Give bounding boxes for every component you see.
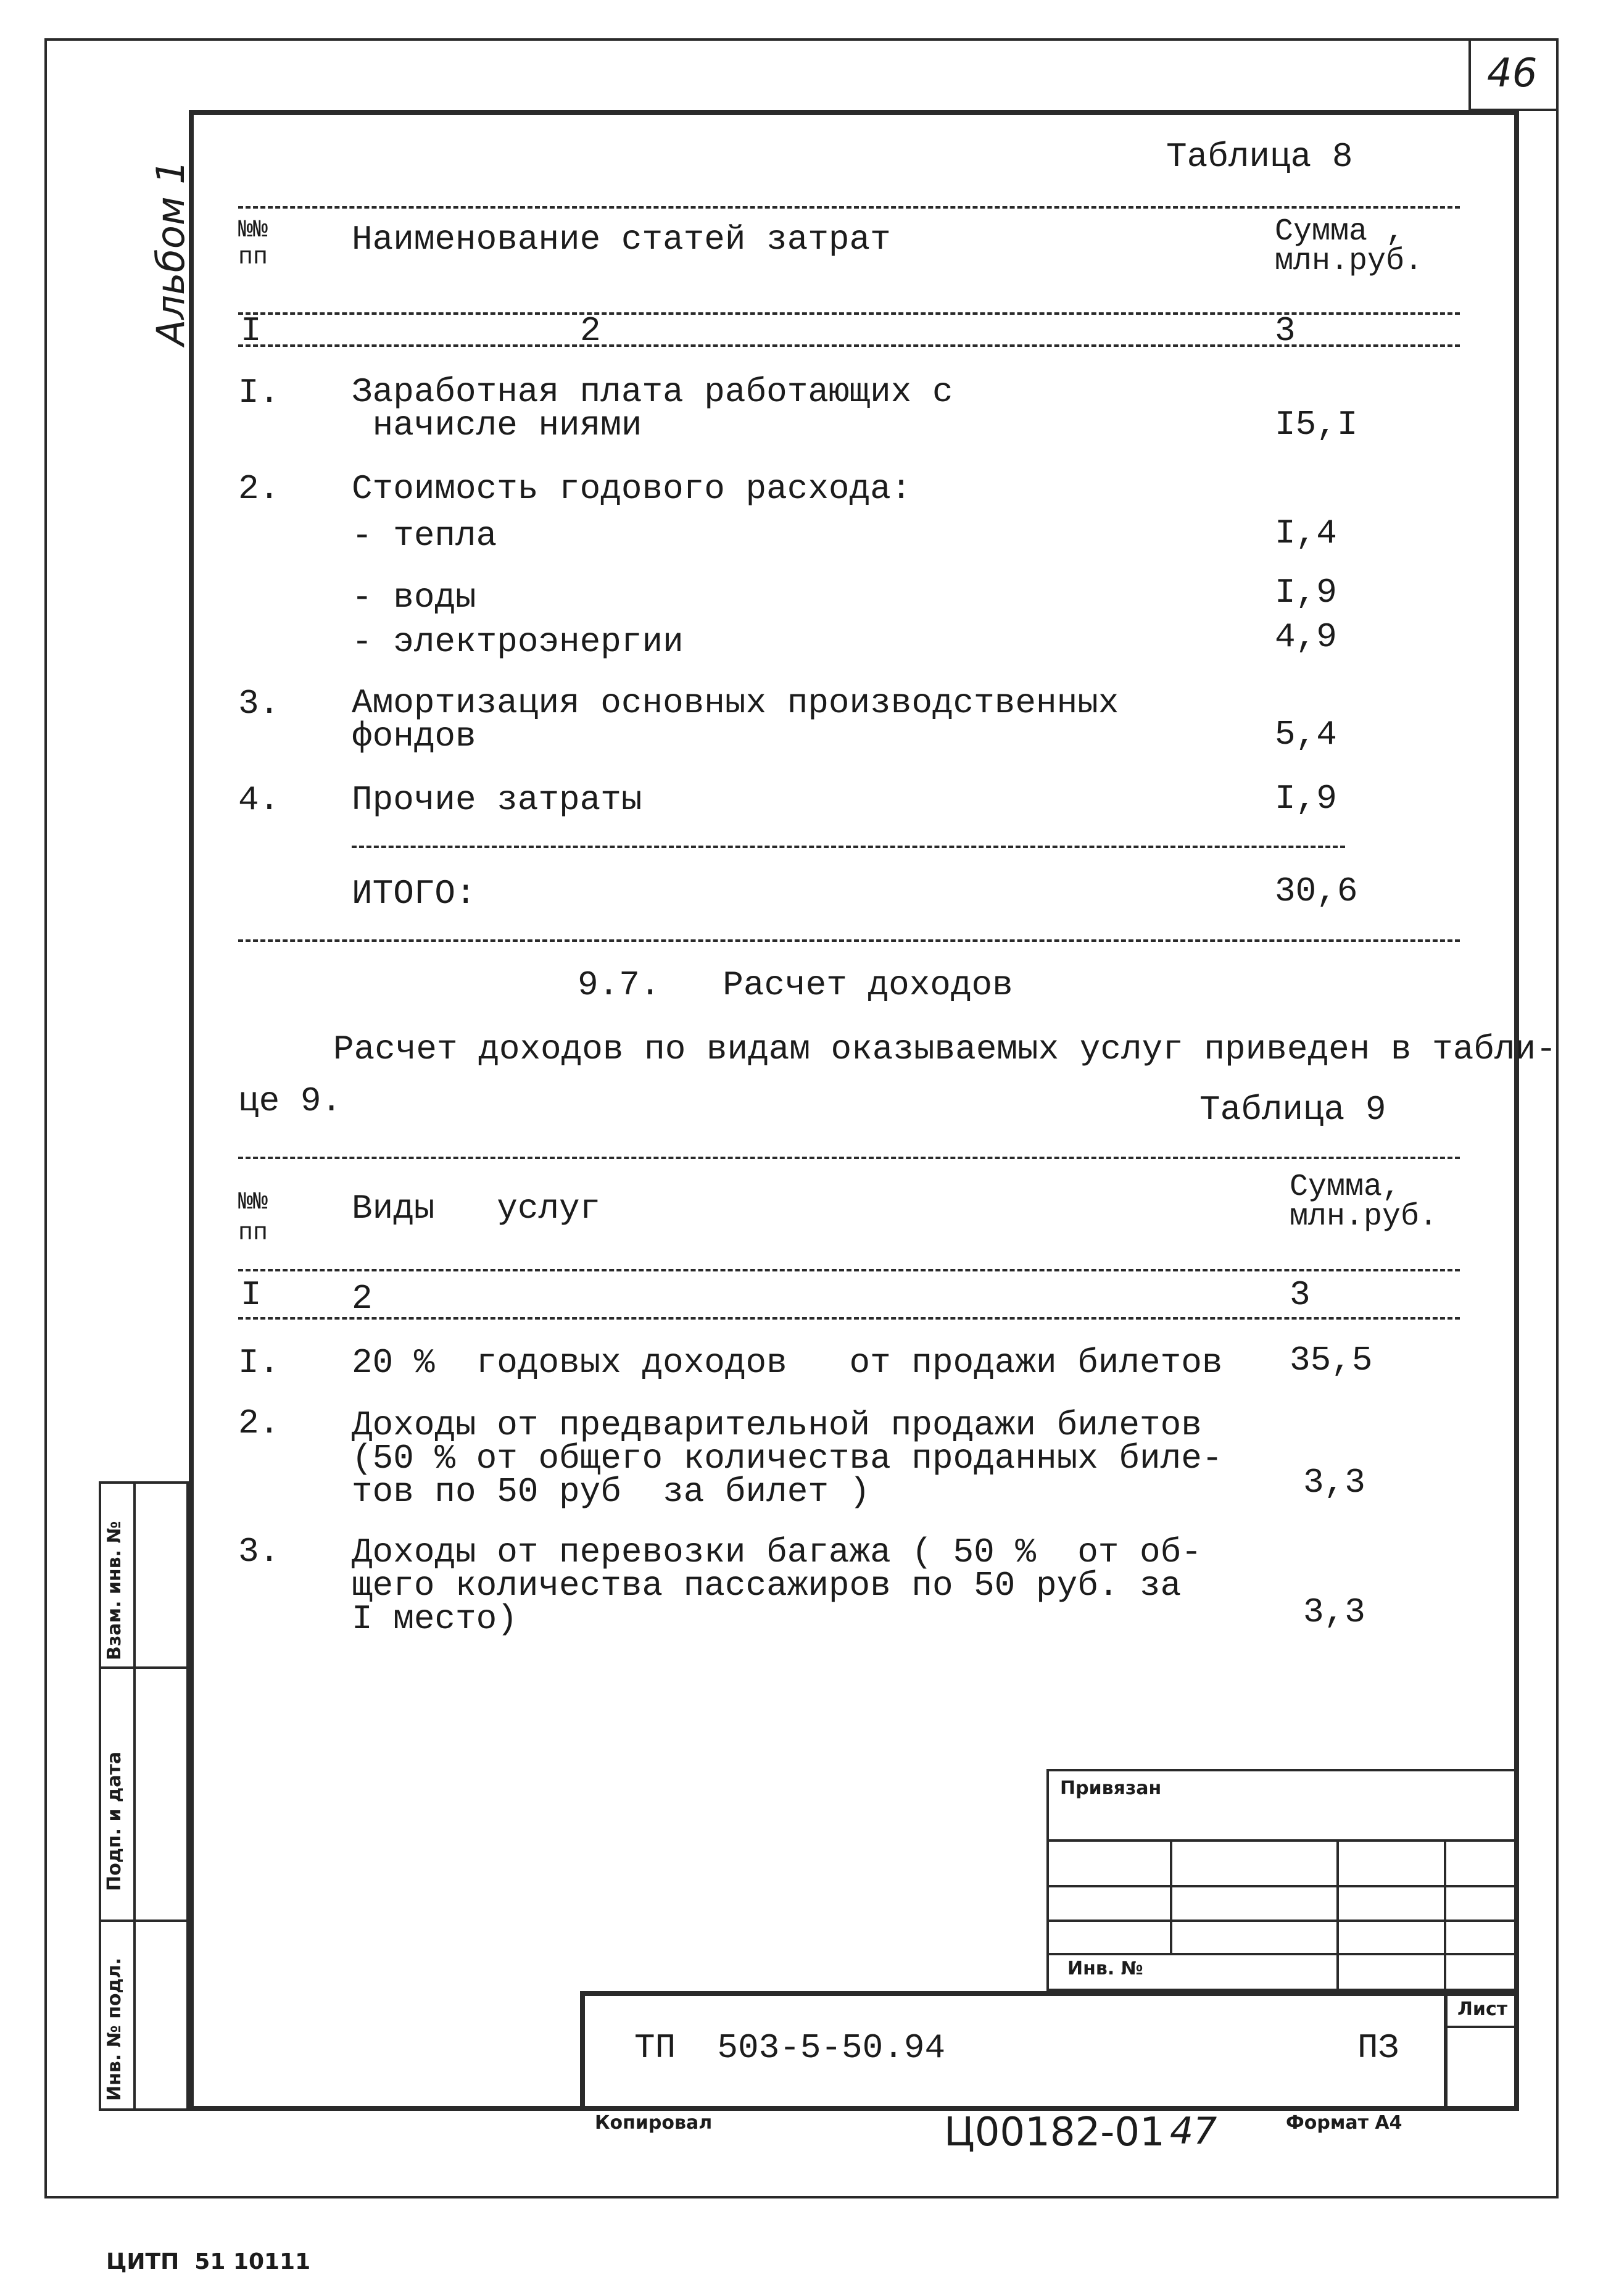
table8-row2-name: Стоимость годового расхода: bbox=[352, 469, 912, 509]
section-paragraph-line1: Расчет доходов по видам оказываемых услуг приведен в табли- bbox=[333, 1029, 1557, 1069]
page-number: 46 bbox=[1487, 51, 1538, 96]
footer-number: 47 bbox=[1170, 2110, 1217, 2153]
section-heading: 9.7. Расчет доходов bbox=[578, 965, 1013, 1005]
title-block-list-rule bbox=[1444, 2026, 1519, 2028]
table9-row3-name: Доходы от перевозки багажа ( 50 % от об- щего количества пассажиров по 50 руб. за I место) bbox=[352, 1533, 1202, 1639]
footer-bottom-left: ЦИТП 51 10111 bbox=[106, 2249, 311, 2274]
table8-row7-num: 4. bbox=[238, 780, 280, 820]
table9-top-rule bbox=[238, 1157, 1460, 1159]
side-stamp-divider-vert bbox=[133, 1481, 136, 2111]
side-label-vzam: Взам. инв. № bbox=[104, 1521, 125, 1660]
table8-total-value: 30,6 bbox=[1275, 871, 1358, 911]
album-label: Альбом 1 bbox=[148, 160, 193, 346]
privyazan-col-2 bbox=[1336, 1839, 1339, 1991]
table8-header-rule-2 bbox=[238, 344, 1460, 347]
table8-bottom-rule bbox=[238, 939, 1460, 942]
table9-row1-name: 20 % годовых доходов от продажи билетов bbox=[352, 1343, 1223, 1383]
table9-index-3: 3 bbox=[1290, 1275, 1311, 1315]
footer-format: Формат А4 bbox=[1286, 2112, 1402, 2134]
table8-total-label: ИТОГО: bbox=[352, 874, 476, 913]
privyazan-col-3 bbox=[1444, 1839, 1446, 1991]
table9-header-rule-1 bbox=[238, 1269, 1460, 1271]
table9-header-name: Виды услуг bbox=[352, 1189, 601, 1228]
table8-row4-value: I,9 bbox=[1275, 573, 1337, 612]
table8-index-3: 3 bbox=[1275, 311, 1296, 351]
table8-row5-value: 4,9 bbox=[1275, 617, 1337, 657]
side-label-inv-podl: Инв. № подл. bbox=[104, 1957, 125, 2101]
table8-row2-num: 2. bbox=[238, 469, 280, 509]
inv-no-label: Инв. № bbox=[1067, 1958, 1143, 1979]
table8-row6-value: 5,4 bbox=[1275, 715, 1337, 754]
doc-code: ТП 503-5-50.94 bbox=[634, 2028, 946, 2068]
table9-index-2: 2 bbox=[352, 1279, 373, 1318]
table9-header-rule-2 bbox=[238, 1317, 1460, 1320]
table8-header-num: №№ пп bbox=[238, 217, 268, 272]
doc-type: ПЗ bbox=[1357, 2028, 1399, 2068]
privyazan-label: Привязан bbox=[1060, 1778, 1162, 1799]
footer-kopiroval: Копировал bbox=[595, 2112, 713, 2134]
table8-row3-value: I,4 bbox=[1275, 514, 1337, 553]
table8-row4-name: - воды bbox=[352, 578, 476, 617]
table9-header-num: №№ пп bbox=[238, 1189, 268, 1247]
table9-row3-num: 3. bbox=[238, 1532, 280, 1571]
table8-row1-name: Заработная плата работающих с начисле ниями bbox=[352, 372, 953, 445]
table8-row1-value: I5,I bbox=[1275, 405, 1358, 444]
table9-header-sum: Сумма, млн.руб. bbox=[1290, 1170, 1438, 1234]
privyazan-rule-4 bbox=[1046, 1953, 1519, 1955]
table8-row1-num: I. bbox=[238, 373, 280, 412]
table8-header-sum: Сумма , млн.руб. bbox=[1275, 214, 1423, 279]
table9-row1-num: I. bbox=[238, 1343, 280, 1383]
privyazan-rule-1 bbox=[1046, 1839, 1519, 1842]
table8-row3-name: - тепла bbox=[352, 516, 497, 555]
table9-caption: Таблица 9 bbox=[1199, 1090, 1386, 1129]
table8-row7-value: I,9 bbox=[1275, 779, 1337, 818]
table8-total-rule bbox=[352, 846, 1345, 848]
table8-caption: Таблица 8 bbox=[1166, 137, 1353, 177]
table9-row3-value: 3,3 bbox=[1303, 1592, 1365, 1632]
side-label-podp: Подп. и дата bbox=[104, 1751, 125, 1891]
table8-row5-name: - электроэнергии bbox=[352, 622, 684, 662]
table9-index-1: I bbox=[241, 1275, 262, 1315]
table8-top-rule bbox=[238, 206, 1460, 209]
table8-row7-name: Прочие затраты bbox=[352, 780, 642, 820]
title-block-list-divider bbox=[1444, 1991, 1448, 2111]
table8-row6-name: Амортизация основных производственных фондов bbox=[352, 683, 1119, 756]
table8-header-name: Наименование статей затрат bbox=[352, 220, 891, 259]
table9-row2-name: Доходы от предварительной продажи билетов (50 % от общего количества проданных биле- тов по 50 руб за билет ) bbox=[352, 1405, 1223, 1512]
section-paragraph-line2: це 9. bbox=[238, 1081, 342, 1121]
privyazan-rule-3 bbox=[1046, 1920, 1519, 1922]
side-stamp-divider-2 bbox=[99, 1920, 189, 1922]
table9-row2-num: 2. bbox=[238, 1404, 280, 1443]
list-label: Лист bbox=[1457, 1999, 1508, 2020]
privyazan-rule-2 bbox=[1046, 1885, 1519, 1887]
privyazan-col-1 bbox=[1170, 1839, 1172, 1953]
table9-row2-value: 3,3 bbox=[1303, 1463, 1365, 1502]
side-stamp-divider-1 bbox=[99, 1666, 189, 1669]
table8-row6-num: 3. bbox=[238, 684, 280, 723]
table9-row1-value: 35,5 bbox=[1290, 1341, 1373, 1380]
footer-code: Ц00182-01 bbox=[944, 2110, 1165, 2155]
table8-index-1: I bbox=[241, 311, 262, 351]
table8-index-2: 2 bbox=[580, 311, 601, 351]
